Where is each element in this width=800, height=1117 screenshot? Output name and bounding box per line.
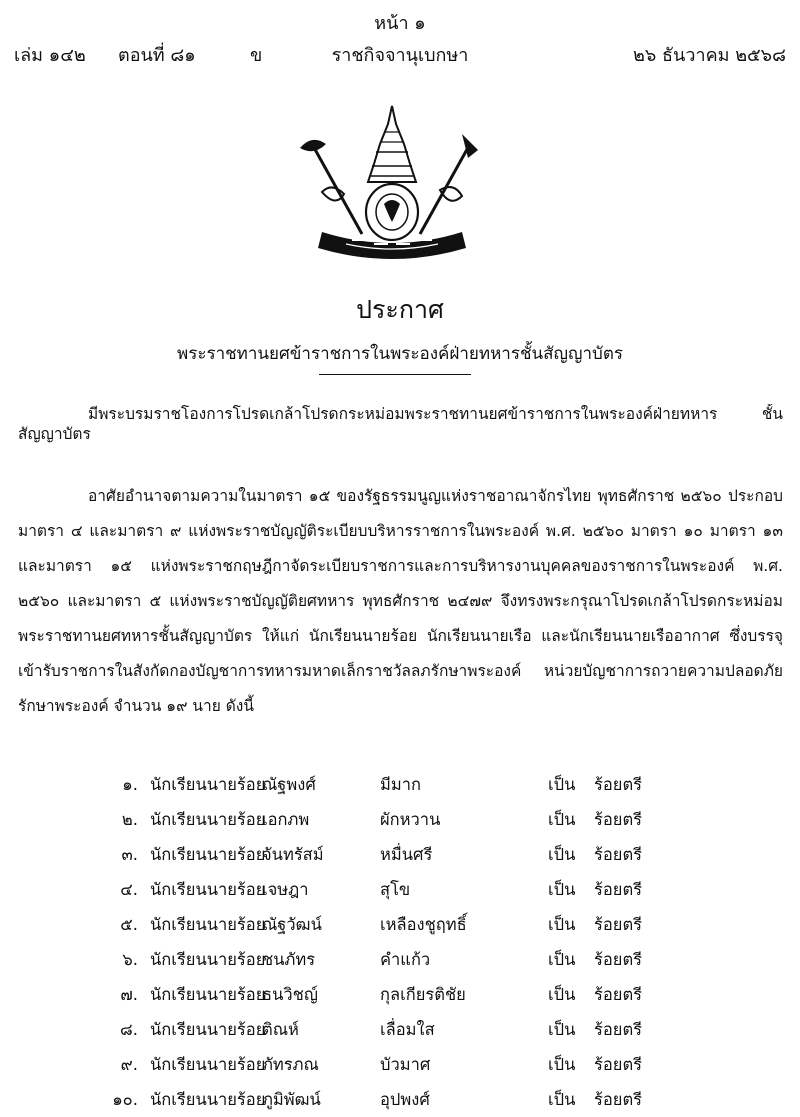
surname: เลื่อมใส xyxy=(380,1020,435,1039)
as-word: เป็น xyxy=(548,845,576,864)
list-item xyxy=(0,1087,800,1117)
rank: ร้อยตรี xyxy=(594,1090,643,1109)
given-name: ณัฐพงศ์ xyxy=(262,775,316,794)
as-word: เป็น xyxy=(548,950,576,969)
cadet-title: นักเรียนนายร้อย xyxy=(150,775,266,794)
given-name: ภูมิพัฒน์ xyxy=(262,1090,321,1109)
cadet-title: นักเรียนนายร้อย xyxy=(150,950,266,969)
item-number: ๓. xyxy=(121,845,138,864)
publish-date: ๒๖ ธันวาคม ๒๕๖๘ xyxy=(633,45,786,66)
surname: กุลเกียรติชัย xyxy=(380,985,466,1004)
item-number: ๑๐. xyxy=(112,1090,138,1109)
as-word: เป็น xyxy=(548,810,576,829)
rank: ร้อยตรี xyxy=(594,845,643,864)
given-name: จันทรัสม์ xyxy=(262,845,324,864)
surname: อุปพงศ์ xyxy=(380,1090,430,1109)
rank: ร้อยตรี xyxy=(594,775,643,794)
volume-number: เล่ม ๑๔๒ xyxy=(14,45,86,66)
cadet-title: นักเรียนนายร้อย xyxy=(150,1020,266,1039)
item-number: ๒. xyxy=(121,810,138,829)
surname: บัวมาศ xyxy=(380,1055,431,1074)
cadet-title: นักเรียนนายร้อย xyxy=(150,810,266,829)
rank: ร้อยตรี xyxy=(594,915,643,934)
surname: หมื่นศรี xyxy=(380,845,433,864)
rank: ร้อยตรี xyxy=(594,985,643,1004)
item-number: ๗. xyxy=(120,985,138,1004)
intro-paragraph: มีพระบรมราชโองการโปรดเกล้าโปรดกระหม่อมพระราชทานยศข้าราชการในพระองค์ฝ่ายทหาร ชั้นสัญญาบัตร xyxy=(18,405,783,443)
item-number: ๘. xyxy=(120,1020,138,1039)
list-item xyxy=(0,877,800,907)
rank: ร้อยตรี xyxy=(594,880,643,899)
given-name: ชนภัทร xyxy=(262,950,316,969)
cadet-title: นักเรียนนายร้อย xyxy=(150,1055,266,1074)
gazette-name: ราชกิจจานุเบกษา xyxy=(331,45,469,66)
rank: ร้อยตรี xyxy=(594,810,643,829)
as-word: เป็น xyxy=(548,1020,576,1039)
royal-emblem xyxy=(292,104,492,264)
surname: มีมาก xyxy=(380,775,422,794)
cadet-title: นักเรียนนายร้อย xyxy=(150,985,266,1004)
document-title: ประกาศ xyxy=(356,295,444,324)
as-word: เป็น xyxy=(548,775,576,794)
list-item xyxy=(0,807,800,837)
surname: คำแก้ว xyxy=(380,950,431,969)
cadet-title: นักเรียนนายร้อย xyxy=(150,845,266,864)
given-name: ติณห์ xyxy=(262,1020,299,1039)
list-item xyxy=(0,772,800,802)
list-item xyxy=(0,1017,800,1047)
as-word: เป็น xyxy=(548,915,576,934)
rank: ร้อยตรี xyxy=(594,1055,643,1074)
surname: สุโข xyxy=(380,880,411,899)
given-name: ภัทรภณ xyxy=(262,1055,319,1074)
document-subtitle: พระราชทานยศข้าราชการในพระองค์ฝ่ายทหารชั้นสัญญาบัตร xyxy=(176,344,623,364)
as-word: เป็น xyxy=(548,880,576,899)
list-item xyxy=(0,1052,800,1082)
gazette-header xyxy=(14,40,786,66)
item-number: ๕. xyxy=(120,915,138,934)
cadet-title: นักเรียนนายร้อย xyxy=(150,1090,266,1109)
given-name: เจษฎา xyxy=(262,880,309,899)
surname: เหลืองชูฤทธิ์ xyxy=(380,915,467,934)
as-word: เป็น xyxy=(548,985,576,1004)
cadet-title: นักเรียนนายร้อย xyxy=(150,880,266,899)
given-name: เอกภพ xyxy=(262,810,310,829)
cadet-title: นักเรียนนายร้อย xyxy=(150,915,266,934)
given-name: ณัฐวัฒน์ xyxy=(262,915,322,934)
item-number: ๔. xyxy=(120,880,138,899)
page-number: หน้า ๑ xyxy=(374,13,426,34)
issue-number: ตอนที่ ๘๑ xyxy=(118,45,196,66)
item-number: ๙. xyxy=(120,1055,138,1074)
item-number: ๖. xyxy=(122,950,138,969)
list-item xyxy=(0,947,800,977)
surname: ผักหวาน xyxy=(380,810,441,829)
section-letter: ข xyxy=(250,45,263,66)
item-number: ๑. xyxy=(122,775,138,794)
authority-paragraph: อาศัยอำนาจตามความในมาตรา ๑๕ ของรัฐธรรมนูญแห่งราชอาณาจักรไทย พุทธศักราช ๒๕๖๐ ประกอบมาตรา ๔ และมาตรา ๙ แห่งพระราชบัญญัติระเบียบบริหารราชการในพระองค์ พ.ศ. ๒๕๖๐ มาตรา ๑๐ มาตรา ๑๓ และมาตรา ๑๕ แห่งพระราชกฤษฎีกาจัดระเบียบราชการและการบริหารงานบุคคลของราชการในพระองค์ พ.ศ. ๒๕๖๐ และมาตรา ๕ แห่งพระราชบัญญัติยศทหาร พุทธศักราช ๒๔๗๙ จึงทรงพระกรุณาโปรดเกล้าโปรดกระหม่อมพระราชทานยศทหารชั้นสัญญาบัตร ให้แก่ นักเรียนนายร้อย นักเรียนนายเรือ และนักเรียนนายเรืออากาศ ซึ่งบรรจุเข้ารับราชการในสังกัดกองบัญชาการทหารมหาดเล็กราชวัลลภรักษาพระองค์ หน่วยบัญชาการถวายความปลอดภัยรักษาพระองค์ จำนวน ๑๙ นาย ดังนี้ xyxy=(18,487,783,715)
given-name: ธนวิชญ์ xyxy=(262,985,318,1004)
title-divider xyxy=(319,374,471,375)
rank: ร้อยตรี xyxy=(594,1020,643,1039)
list-item xyxy=(0,842,800,872)
rank: ร้อยตรี xyxy=(594,950,643,969)
as-word: เป็น xyxy=(548,1055,576,1074)
as-word: เป็น xyxy=(548,1090,576,1109)
list-item xyxy=(0,982,800,1012)
list-item xyxy=(0,912,800,942)
